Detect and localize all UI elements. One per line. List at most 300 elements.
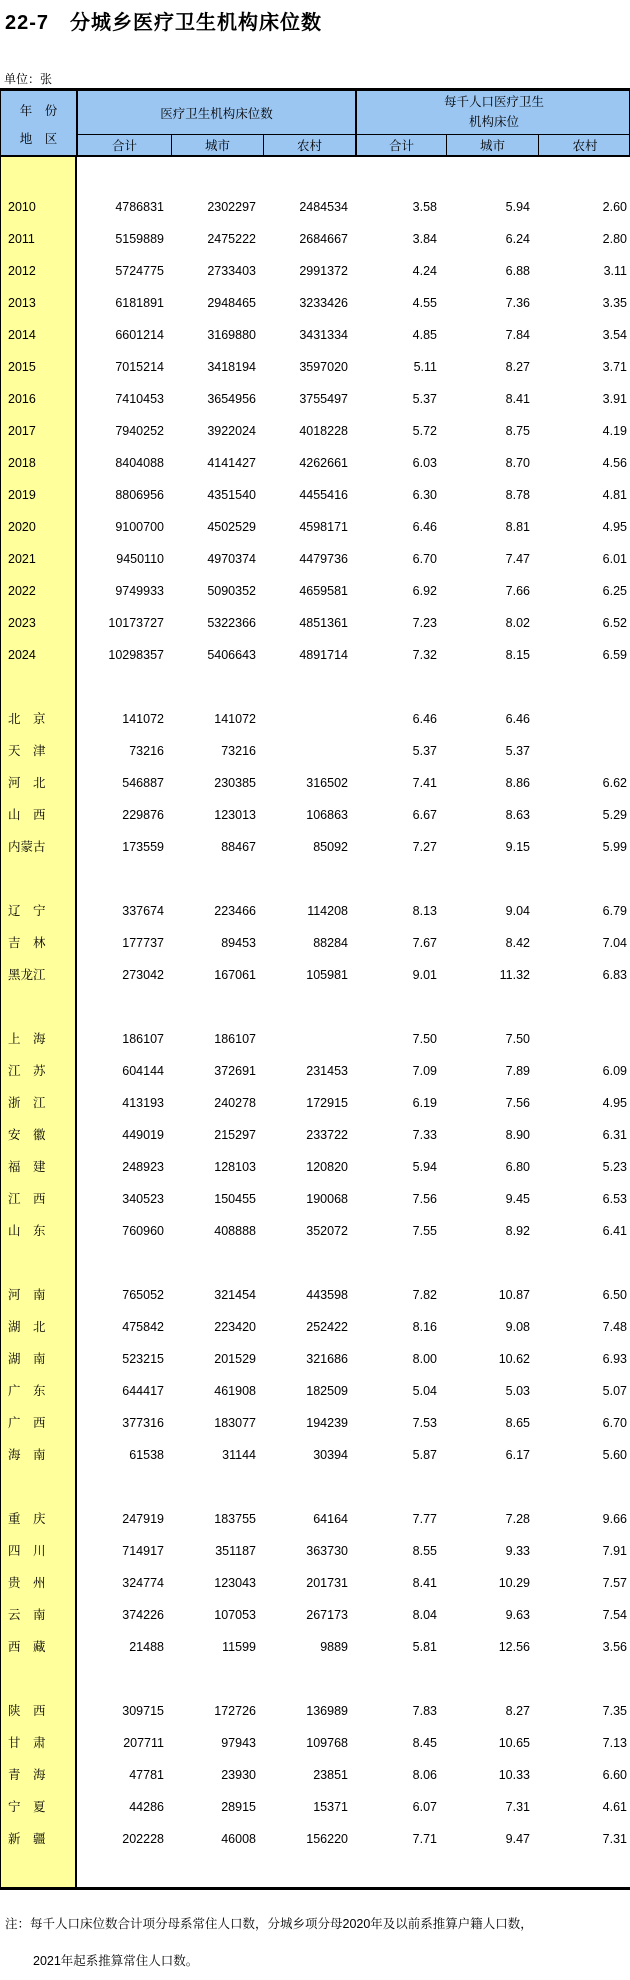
value-cell: 4455416	[299, 488, 348, 502]
value-cell: 120820	[306, 1160, 348, 1174]
value-cell: 106863	[306, 808, 348, 822]
header-sub-col-urban-per1000: 城市	[446, 135, 538, 155]
header-corner-region: 地 区	[19, 132, 58, 146]
value-cell: 8.16	[412, 1320, 437, 1334]
value-cell: 5.81	[412, 1640, 437, 1654]
value-cell: 3654956	[207, 392, 256, 406]
value-cell: 7.31	[602, 1832, 627, 1846]
row-label-cell: 2010	[8, 200, 36, 214]
row-label-cell: 上 海	[8, 1032, 46, 1046]
table-row	[0, 1439, 630, 1471]
value-cell: 7.53	[412, 1416, 437, 1430]
value-cell: 10.65	[498, 1736, 530, 1750]
row-label-cell: 2019	[8, 488, 36, 502]
value-cell: 9889	[320, 1640, 348, 1654]
value-cell: 8.41	[505, 392, 530, 406]
value-cell: 97943	[221, 1736, 256, 1750]
value-cell: 7.35	[602, 1704, 627, 1718]
value-cell: 5724775	[115, 264, 164, 278]
value-cell: 8.06	[412, 1768, 437, 1782]
value-cell: 7.82	[412, 1288, 437, 1302]
value-cell: 2475222	[207, 232, 256, 246]
value-cell: 3169880	[207, 328, 256, 342]
value-cell: 5.94	[412, 1160, 437, 1174]
value-cell	[537, 735, 630, 767]
table-row	[0, 831, 630, 863]
value-cell: 3.84	[412, 232, 437, 246]
value-cell: 6.46	[412, 520, 437, 534]
row-label-cell: 北 京	[8, 712, 46, 726]
table-row	[0, 447, 630, 479]
value-cell: 114208	[307, 904, 348, 918]
table-row	[0, 767, 630, 799]
value-cell: 714917	[122, 1544, 164, 1558]
value-cell: 8.86	[505, 776, 530, 790]
value-cell: 3.58	[412, 200, 437, 214]
value-cell: 89453	[221, 936, 256, 950]
value-cell: 10173727	[108, 616, 164, 630]
value-cell: 223466	[214, 904, 256, 918]
value-cell: 9.33	[505, 1544, 530, 1558]
table-row	[0, 1631, 630, 1663]
value-cell: 4141427	[207, 456, 256, 470]
value-cell: 6.01	[602, 552, 627, 566]
value-cell: 9.04	[505, 904, 530, 918]
value-cell: 9.45	[505, 1192, 530, 1206]
value-cell: 5.99	[602, 840, 627, 854]
value-cell: 3.91	[602, 392, 627, 406]
header-group-beds	[78, 91, 355, 135]
value-cell: 377316	[122, 1416, 164, 1430]
value-cell: 6601214	[115, 328, 164, 342]
value-cell: 8806956	[115, 488, 164, 502]
data-table	[0, 88, 630, 1890]
value-cell: 6.52	[602, 616, 627, 630]
value-cell: 23930	[221, 1768, 256, 1782]
value-cell: 7.13	[602, 1736, 627, 1750]
value-cell: 7.31	[505, 1800, 530, 1814]
value-cell: 9.08	[505, 1320, 530, 1334]
value-cell: 7.84	[505, 328, 530, 342]
row-label-cell: 海 南	[8, 1448, 46, 1462]
value-cell: 7.57	[602, 1576, 627, 1590]
value-cell: 6.31	[602, 1128, 627, 1142]
table-row	[0, 543, 630, 575]
value-cell: 4970374	[207, 552, 256, 566]
value-cell: 765052	[122, 1288, 164, 1302]
row-label-cell: 山 东	[8, 1224, 46, 1238]
value-cell: 7410453	[115, 392, 164, 406]
value-cell: 6.60	[602, 1768, 627, 1782]
value-cell: 6.70	[412, 552, 437, 566]
value-cell: 141072	[122, 712, 164, 726]
row-label-cell: 湖 北	[8, 1320, 46, 1334]
value-cell: 2684667	[299, 232, 348, 246]
value-cell: 5.29	[602, 808, 627, 822]
value-cell: 229876	[122, 808, 164, 822]
row-label-cell: 江 苏	[8, 1064, 46, 1078]
value-cell: 6.46	[505, 712, 530, 726]
value-cell: 6.80	[505, 1160, 530, 1174]
table-row	[0, 1503, 630, 1535]
value-cell: 177737	[122, 936, 164, 950]
table-row	[0, 1759, 630, 1791]
value-cell: 6.70	[602, 1416, 627, 1430]
value-cell: 8.27	[505, 1704, 530, 1718]
value-cell: 7940252	[115, 424, 164, 438]
value-cell: 31144	[222, 1448, 256, 1462]
value-cell: 6.17	[505, 1448, 530, 1462]
value-cell: 8.63	[505, 808, 530, 822]
value-cell: 172915	[306, 1096, 348, 1110]
value-cell: 223420	[214, 1320, 256, 1334]
row-label-cell: 陕 西	[8, 1704, 46, 1718]
row-label-cell: 吉 林	[8, 936, 46, 950]
value-cell: 30394	[313, 1448, 348, 1462]
value-cell: 6.79	[602, 904, 627, 918]
value-cell: 28915	[221, 1800, 256, 1814]
value-cell: 6.41	[602, 1224, 627, 1238]
value-cell: 4262661	[299, 456, 348, 470]
value-cell	[262, 703, 354, 735]
value-cell	[537, 1023, 630, 1055]
value-cell: 9.15	[505, 840, 530, 854]
table-row	[0, 1311, 630, 1343]
row-label-cell: 2012	[8, 264, 36, 278]
row-label-cell: 2022	[8, 584, 36, 598]
value-cell: 47781	[129, 1768, 164, 1782]
value-cell: 10.29	[498, 1576, 530, 1590]
value-cell: 7.41	[412, 776, 437, 790]
value-cell: 340523	[122, 1192, 164, 1206]
value-cell: 2991372	[299, 264, 348, 278]
value-cell: 61538	[129, 1448, 164, 1462]
row-label-cell: 云 南	[8, 1608, 46, 1622]
footnote-line-2: 2021年起系推算常住人口数。	[33, 1953, 199, 1968]
value-cell: 273042	[122, 968, 164, 982]
value-cell: 2733403	[207, 264, 256, 278]
value-cell: 64164	[313, 1512, 348, 1526]
row-label-cell: 浙 江	[8, 1096, 46, 1110]
value-cell: 4659581	[299, 584, 348, 598]
value-cell: 4.95	[602, 1096, 627, 1110]
row-label-cell: 天 津	[8, 744, 46, 758]
value-cell: 5322366	[207, 616, 256, 630]
value-cell: 2948465	[207, 296, 256, 310]
table-row	[0, 959, 630, 991]
value-cell: 4018228	[299, 424, 348, 438]
value-cell: 4891714	[299, 648, 348, 662]
value-cell: 363730	[306, 1544, 348, 1558]
value-cell	[537, 703, 630, 735]
value-cell: 3597020	[299, 360, 348, 374]
value-cell: 73216	[221, 744, 256, 758]
value-cell: 7.91	[602, 1544, 627, 1558]
value-cell: 4.85	[412, 328, 437, 342]
value-cell: 7.56	[412, 1192, 437, 1206]
value-cell: 8.78	[505, 488, 530, 502]
value-cell: 10298357	[108, 648, 164, 662]
row-label-cell: 福 建	[8, 1160, 46, 1174]
row-label-cell: 2016	[8, 392, 36, 406]
value-cell: 4.19	[602, 424, 627, 438]
value-cell: 8.13	[412, 904, 437, 918]
value-cell: 372691	[214, 1064, 256, 1078]
value-cell: 7.27	[412, 840, 437, 854]
unit-label: 单位：张	[4, 72, 53, 86]
value-cell: 7.28	[505, 1512, 530, 1526]
value-cell: 109768	[306, 1736, 348, 1750]
value-cell: 6.25	[602, 584, 627, 598]
value-cell: 141072	[214, 712, 256, 726]
table-row	[0, 351, 630, 383]
header-sub-col-total: 合计	[111, 139, 137, 153]
value-cell: 6.30	[412, 488, 437, 502]
row-label-cell: 广 东	[8, 1384, 46, 1398]
value-cell: 6.46	[412, 712, 437, 726]
table-row	[0, 1087, 630, 1119]
value-cell: 337674	[122, 904, 164, 918]
value-cell: 6.67	[412, 808, 437, 822]
spacer-row	[0, 863, 630, 895]
value-cell: 324774	[122, 1576, 164, 1590]
value-cell: 2484534	[299, 200, 348, 214]
value-cell: 4598171	[299, 520, 348, 534]
value-cell: 10.33	[498, 1768, 530, 1782]
value-cell: 3922024	[207, 424, 256, 438]
value-cell: 8.81	[505, 520, 530, 534]
value-cell: 7.77	[412, 1512, 437, 1526]
value-cell: 8.02	[505, 616, 530, 630]
row-label-cell: 安 徽	[8, 1128, 46, 1142]
row-label-cell: 2013	[8, 296, 36, 310]
value-cell: 46008	[221, 1832, 256, 1846]
value-cell: 6.83	[602, 968, 627, 982]
table-row	[0, 223, 630, 255]
value-cell: 309715	[122, 1704, 164, 1718]
value-cell: 182509	[306, 1384, 348, 1398]
row-label-cell: 河 南	[8, 1288, 46, 1302]
value-cell: 7.09	[412, 1064, 437, 1078]
value-cell: 5.37	[412, 392, 437, 406]
value-cell: 6.24	[505, 232, 530, 246]
row-label-cell: 2021	[8, 552, 36, 566]
value-cell: 150455	[214, 1192, 256, 1206]
value-cell: 7.47	[505, 552, 530, 566]
row-label-cell: 青 海	[8, 1768, 46, 1782]
value-cell: 5159889	[115, 232, 164, 246]
value-cell: 760960	[122, 1224, 164, 1238]
value-cell: 8404088	[115, 456, 164, 470]
row-label-cell: 江 西	[8, 1192, 46, 1206]
footnote	[5, 1915, 533, 1971]
value-cell: 8.75	[505, 424, 530, 438]
table-row	[0, 1023, 630, 1055]
table-row	[0, 1055, 630, 1087]
table-row	[0, 1567, 630, 1599]
value-cell: 5.87	[412, 1448, 437, 1462]
value-cell: 107053	[214, 1608, 256, 1622]
value-cell: 9450110	[116, 552, 164, 566]
value-cell: 6.09	[602, 1064, 627, 1078]
table-row	[0, 735, 630, 767]
table-body	[0, 157, 630, 1887]
value-cell: 413193	[122, 1096, 164, 1110]
table-row	[0, 415, 630, 447]
page-title: 22-7 分城乡医疗卫生机构床位数	[5, 12, 323, 34]
value-cell: 173559	[122, 840, 164, 854]
value-cell: 186107	[214, 1032, 256, 1046]
value-cell: 3233426	[299, 296, 348, 310]
value-cell: 7015214	[115, 360, 164, 374]
table-row	[0, 383, 630, 415]
table-row	[0, 1375, 630, 1407]
value-cell: 9749933	[115, 584, 164, 598]
table-row	[0, 191, 630, 223]
value-cell: 194239	[306, 1416, 348, 1430]
value-cell: 5.03	[505, 1384, 530, 1398]
spacer-row	[0, 671, 630, 703]
value-cell: 231453	[306, 1064, 348, 1078]
table-row	[0, 1695, 630, 1727]
value-cell: 6.62	[602, 776, 627, 790]
row-label-cell: 2018	[8, 456, 36, 470]
footnote-line-1: 注：每千人口床位数合计项分母系常住人口数，分城乡项分母2020年及以前系推算户籍人口数，	[5, 1917, 533, 1931]
value-cell: 85092	[313, 840, 348, 854]
value-cell: 123013	[214, 808, 256, 822]
table-row	[0, 927, 630, 959]
value-cell: 4851361	[299, 616, 348, 630]
value-cell: 5.60	[602, 1448, 627, 1462]
row-label-cell: 内蒙古	[8, 840, 46, 854]
table-row	[0, 575, 630, 607]
value-cell: 15371	[313, 1800, 348, 1814]
value-cell: 6.92	[412, 584, 437, 598]
value-cell: 8.41	[412, 1576, 437, 1590]
header-group-per1000-line1: 每千人口医疗卫生	[443, 95, 544, 110]
value-cell: 128103	[214, 1160, 256, 1174]
table-row	[0, 895, 630, 927]
row-label-cell: 四 川	[8, 1544, 46, 1558]
table-row	[0, 1407, 630, 1439]
value-cell: 8.92	[505, 1224, 530, 1238]
value-cell: 3.71	[602, 360, 627, 374]
value-cell: 88467	[221, 840, 256, 854]
value-cell	[262, 1023, 354, 1055]
value-cell: 9.63	[505, 1608, 530, 1622]
value-cell: 8.04	[412, 1608, 437, 1622]
value-cell: 8.55	[412, 1544, 437, 1558]
value-cell: 4.81	[602, 488, 627, 502]
value-cell: 23851	[313, 1768, 348, 1782]
value-cell: 7.71	[412, 1832, 437, 1846]
value-cell: 4479736	[299, 552, 348, 566]
value-cell: 2.60	[602, 200, 627, 214]
row-label-cell: 甘 肃	[8, 1736, 46, 1750]
spacer-row	[0, 1247, 630, 1279]
value-cell: 5.72	[412, 424, 437, 438]
value-cell: 7.54	[602, 1608, 627, 1622]
value-cell: 3755497	[299, 392, 348, 406]
row-label-cell: 2015	[8, 360, 36, 374]
row-label-cell: 2024	[8, 648, 36, 662]
row-label-cell: 黑龙江	[8, 968, 46, 982]
value-cell: 10.62	[498, 1352, 530, 1366]
value-cell: 6.88	[505, 264, 530, 278]
value-cell: 11.32	[499, 968, 530, 982]
row-label-cell: 2023	[8, 616, 36, 630]
value-cell: 207711	[123, 1736, 164, 1750]
row-label-cell: 辽 宁	[8, 904, 46, 918]
value-cell: 6.03	[412, 456, 437, 470]
value-cell: 136989	[306, 1704, 348, 1718]
header-group-per1000-line2: 机构床位	[468, 114, 519, 129]
table-row	[0, 1823, 630, 1855]
header-corner	[1, 91, 78, 155]
value-cell: 5.94	[505, 200, 530, 214]
value-cell: 6.93	[602, 1352, 627, 1366]
value-cell: 9.01	[412, 968, 437, 982]
row-label-cell: 2017	[8, 424, 36, 438]
value-cell: 21488	[129, 1640, 164, 1654]
table-row	[0, 511, 630, 543]
value-cell: 201731	[306, 1576, 348, 1590]
value-cell: 7.33	[412, 1128, 437, 1142]
value-cell: 4351540	[207, 488, 256, 502]
value-cell: 644417	[122, 1384, 164, 1398]
value-cell: 7.56	[505, 1096, 530, 1110]
table-row	[0, 479, 630, 511]
value-cell: 8.27	[505, 360, 530, 374]
spacer-row	[0, 1471, 630, 1503]
value-cell: 8.00	[412, 1352, 437, 1366]
value-cell: 8.15	[505, 648, 530, 662]
value-cell: 9.47	[505, 1832, 530, 1846]
spacer-row	[0, 991, 630, 1023]
value-cell: 352072	[306, 1224, 348, 1238]
row-label-cell: 广 西	[8, 1416, 46, 1430]
value-cell: 374226	[122, 1608, 164, 1622]
value-cell: 316502	[306, 776, 348, 790]
value-cell: 9.66	[602, 1512, 627, 1526]
value-cell: 7.23	[412, 616, 437, 630]
value-cell: 321454	[214, 1288, 256, 1302]
value-cell: 3431334	[299, 328, 348, 342]
value-cell: 4.56	[602, 456, 627, 470]
table-row	[0, 1727, 630, 1759]
value-cell: 5.37	[412, 744, 437, 758]
value-cell: 443598	[306, 1288, 348, 1302]
value-cell: 252422	[306, 1320, 348, 1334]
table-row	[0, 1535, 630, 1567]
value-cell: 9100700	[115, 520, 164, 534]
header-group-beds-label: 医疗卫生机构床位数	[160, 106, 273, 121]
header-group-per1000	[355, 91, 630, 135]
value-cell: 5090352	[207, 584, 256, 598]
value-cell: 408888	[214, 1224, 256, 1238]
row-label-cell: 西 藏	[8, 1640, 46, 1654]
header-sub-col-total-per1000: 合计	[355, 135, 446, 155]
value-cell: 7.04	[602, 936, 627, 950]
value-cell: 7.55	[412, 1224, 437, 1238]
value-cell: 123043	[214, 1576, 256, 1590]
value-cell: 7.66	[505, 584, 530, 598]
table-row	[0, 639, 630, 671]
value-cell: 215297	[214, 1128, 256, 1142]
value-cell: 3418194	[207, 360, 256, 374]
value-cell: 6.50	[602, 1288, 627, 1302]
value-cell: 546887	[122, 776, 164, 790]
